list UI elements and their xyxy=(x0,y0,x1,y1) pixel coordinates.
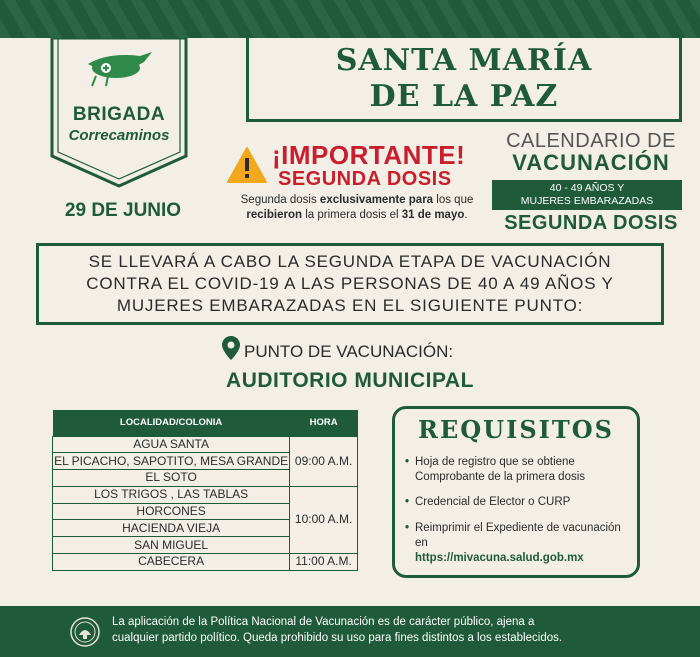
requirement-item-3 xyxy=(415,521,635,566)
table-cell-hora: 11:00 A.M. xyxy=(290,554,358,571)
footer-line-1: La aplicación de la Política Nacional de Vacunación es de carácter público, ajena a xyxy=(112,616,535,628)
badge-title: BRIGADA xyxy=(72,104,166,125)
table-cell-localidad: HORCONES xyxy=(53,503,290,520)
second-dose-heading: SEGUNDA DOSIS xyxy=(278,168,452,190)
second-dose-note: Segunda dosis exclusivamente para los que recibieron la primera dosis el 31 de mayo. xyxy=(240,194,474,221)
schedule-table xyxy=(52,410,358,571)
vaccination-website-link[interactable]: https://mivacuna.salud.gob.mx xyxy=(415,552,584,564)
announcement-line-3: MUJERES EMBARAZADAS EN EL SIGUIENTE PUNTO: xyxy=(116,296,584,315)
requirement-item-1: • Hoja de registro que se obtiene Comprobante de la primera dosis xyxy=(415,455,635,485)
table-cell-hora: 10:00 A.M. xyxy=(290,486,358,553)
table-cell-localidad: EL SOTO xyxy=(53,470,290,487)
footer-line-2: cualquier partido político. Queda prohibido su uso para fines distintos a los establecidos. xyxy=(112,632,563,644)
footer-disclaimer xyxy=(112,614,672,646)
important-heading: ¡IMPORTANTE! xyxy=(272,140,466,170)
col-hora-header: HORA xyxy=(290,410,358,436)
table-cell-localidad: EL PICACHO, SAPOTITO, MESA GRANDE xyxy=(54,453,289,468)
location-title-box xyxy=(246,38,682,122)
vaccination-point-label: PUNTO DE VACUNACIÓN: xyxy=(244,342,454,361)
table-cell-hora: 09:00 A.M. xyxy=(290,436,358,486)
mexico-seal-icon xyxy=(70,617,100,647)
title-line-2: DE LA PAZ xyxy=(369,78,559,114)
announcement-line-2: CONTRA EL COVID-19 A LAS PERSONAS DE 40 A 49 AÑOS Y xyxy=(86,274,614,293)
location-pin-icon xyxy=(222,336,240,360)
brigada-badge xyxy=(48,38,190,188)
event-date: 29 DE JUNIO xyxy=(64,200,182,221)
requirements-title: REQUISITOS xyxy=(418,415,614,444)
col-localidad-header: LOCALIDAD/COLONIA xyxy=(53,410,290,436)
table-cell-localidad: SAN MIGUEL xyxy=(53,537,290,554)
table-header-row xyxy=(53,410,358,436)
requirement-item-2: • Credencial de Elector o CURP xyxy=(415,495,635,510)
age-group-box xyxy=(492,180,682,210)
announcement-line-1: SE LLEVARÁ A CABO LA SEGUNDA ETAPA DE VACUNACIÓN xyxy=(88,252,612,271)
table-cell-localidad: LOS TRIGOS , LAS TABLAS xyxy=(53,486,290,503)
title-line-1: SANTA MARÍA xyxy=(335,42,593,78)
table-cell-localidad: AGUA SANTA xyxy=(53,436,290,453)
age-group-line-1: 40 - 49 AÑOS Y xyxy=(549,182,625,194)
table-row xyxy=(53,436,358,453)
requirements-box xyxy=(392,406,640,578)
table-row xyxy=(53,554,358,571)
top-decorative-band xyxy=(0,0,700,38)
badge-subtitle: Correcaminos xyxy=(68,127,170,144)
vaccination-place: AUDITORIO MUNICIPAL xyxy=(226,369,474,392)
warning-triangle-icon xyxy=(226,146,268,184)
table-cell-localidad: CABECERA xyxy=(53,554,290,571)
calendar-label: CALENDARIO DE xyxy=(506,130,676,152)
table-cell-localidad: HACIENDA VIEJA xyxy=(53,520,290,537)
age-group-line-2: MUJERES EMBARAZADAS xyxy=(520,195,654,207)
table-row xyxy=(53,486,358,503)
announcement-box xyxy=(36,243,664,325)
requirement-item-3-text: • Reimprimir el Expediente de vacunación en xyxy=(415,522,621,549)
vaccination-label: VACUNACIÓN xyxy=(512,150,670,175)
second-dose-label: SEGUNDA DOSIS xyxy=(504,212,678,234)
